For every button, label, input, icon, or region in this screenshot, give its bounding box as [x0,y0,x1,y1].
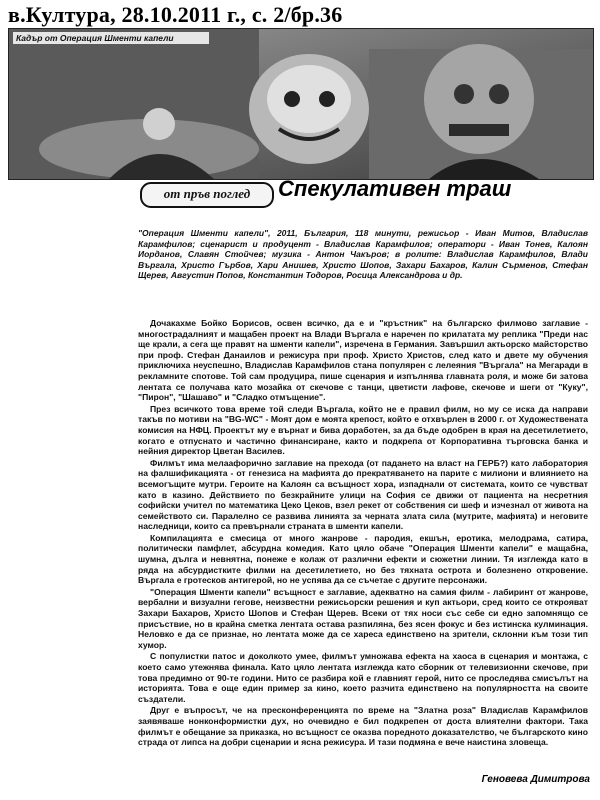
paragraph: Филмът има мелаафорично заглавие на прехода (от падането на власт на ГЕРБ?) като лаборатория на фалшификацията - от генезиса на мафията до прекратяването на парите с милиони и влиянието на всемогъщите мутри. Героите на Калоян са всъщност хора, изпаднали от системата, които се чувстват като в казино. Действието по безкрайните улици на София се движи от пациента на несретния софийски учител по математика Цеко Цеков, взел рекет от собствения си шеф и изчезнал от живота на семейството си. Паралелно се развива линията за черната злата сила (мутрите, мафията) и неговите наследници, които са превърнали страната в шменти капели. [138,457,588,532]
film-still-image [9,29,593,179]
photo-caption: Кадър от Операция Шменти капели [13,32,209,44]
paragraph: Дочакахме Бойко Борисов, освен всичко, да е и "кръстник" на българско филмово заглавие - многострадалният и мащабен проект на Влади Въргала е наречен по крилатата му реплика "Преди нас ще крали, а сега ще правят на шменти капели", изречена в Германия. Завършил актьорско майсторство при проф. Стефан Данаилов и режисура при проф. Христо Христов, след като и двете му обучения приключиха неуспешно, Владислав Карамфилов стана популярен с лелеяния "Въргала" на Мегаради в рекламните спотове. Той сам продуцира, пише сценария и изпълнява главната роля, и може би затова лентата се получава като мозайка от скечове с танци, цветисти лафове, скечове и шеги от "Куку", "Пирон", "Шашаво" и "Сладко отмъщение". [138,318,588,403]
paragraph: Друг е въпросът, че на пресконференцията по време на "Златна роза" Владислав Карамфилов заявяваше нонконформистки дух, но очевидно е бил подкрепен от доста влиятелни фактори. Така филмът е обещание за приказка, но всъщност се оказва поредното доказателство, че българското кино страда от липса на добри сценарии и ясна режисура. И тази подмяна е вече наистина зловеща. [138,705,588,748]
paragraph: През всичкото това време той следи Въргала, който не е правил филм, но му се иска да направи такъв по мотиви на "BG-WC" - Моят дом е моята крепост, който е отхвърлен в 2000 г. от Художествената комисия на НФЦ. Проектът му е върнат и бива доработен, за да бъде одобрен в края на десетилетието, когато е отпуснато и частично финансиране, както и подкрепа от Корпоративна търговска банка и нейния директор Цветан Василев. [138,403,588,457]
article-body [138,318,588,760]
film-credits: "Операция Шменти капели", 2011, България, 118 минути, режисьор - Иван Митов, Владислав Карамфилов; сценарист и продуцент - Владислав Карамфилов; оператори - Иван Тонев, Калоян Иорданов, Славян Стойчев; музика - Антон Чакъров; в ролите: Владислав Карамфилов, Влади Въргала, Христо Гърбов, Хари Анишев, Христо Шопов, Захари Бахаров, Калин Сърменов, Стефан Щерев, Августин Попов, Константин Тодоров, Росица Александрова и др. [138,228,588,280]
paragraph: С популистки патос и доколкото умее, филмът умножава ефекта на хаоса в сценария и монтажа, с което само утежнява финала. Като цяло лентата изглежда като сборник от телевизионни скечове, при това предимно от 90-те години. Нито се разбира кой е главният герой, нито се проследява смисълът на историята. Това е още един пример за кино, което разчита единствено на популярността на своите създатели. [138,651,588,704]
section-rubric: от пръв поглед [140,182,274,208]
article-headline: Спекулативен траш [278,176,512,201]
paragraph: Компилацията е смесица от много жанрове - пародия, екшън, еротика, мелодрама, сатира, политически памфлет, абсурдна комедия. Като цяло обаче "Операция Шменти капели" е мащабна, шумна, дълга и невнятна, понеже е колаж от различни ефекти и сюжетни линии. Тя изглежда като в ряда на абсурдистките филми на десетилетието, но без тяхната острота и болезнено откровение. Въргала е гротесков антигерой, но не успява да се съчетае с другите персонажи. [138,532,588,586]
author-signature: Геновева Димитрова [481,774,590,785]
masthead: в.Култура, 28.10.2011 г., с. 2/бр.36 [8,2,343,27]
paragraph: "Операция Шменти капели" всъщност е заглавие, адекватно на самия филм - лабиринт от жанрове, вербални и визуални гегове, неизвестни режисьорски решения и куп актьори, сред които се открояват Захари Бахаров, Христо Шопов и Стефан Щерев. Всеки от тях носи със себе си едно запомнящо се присъствие, но в крайна сметка лентата остава разпиляна, без ясен фокус и без истинска кулминация. Неловко е да се признае, но лентата може да се хареса единствено на зрители, склонни към този тип хумор. [138,586,588,650]
film-still-photo [8,28,594,180]
